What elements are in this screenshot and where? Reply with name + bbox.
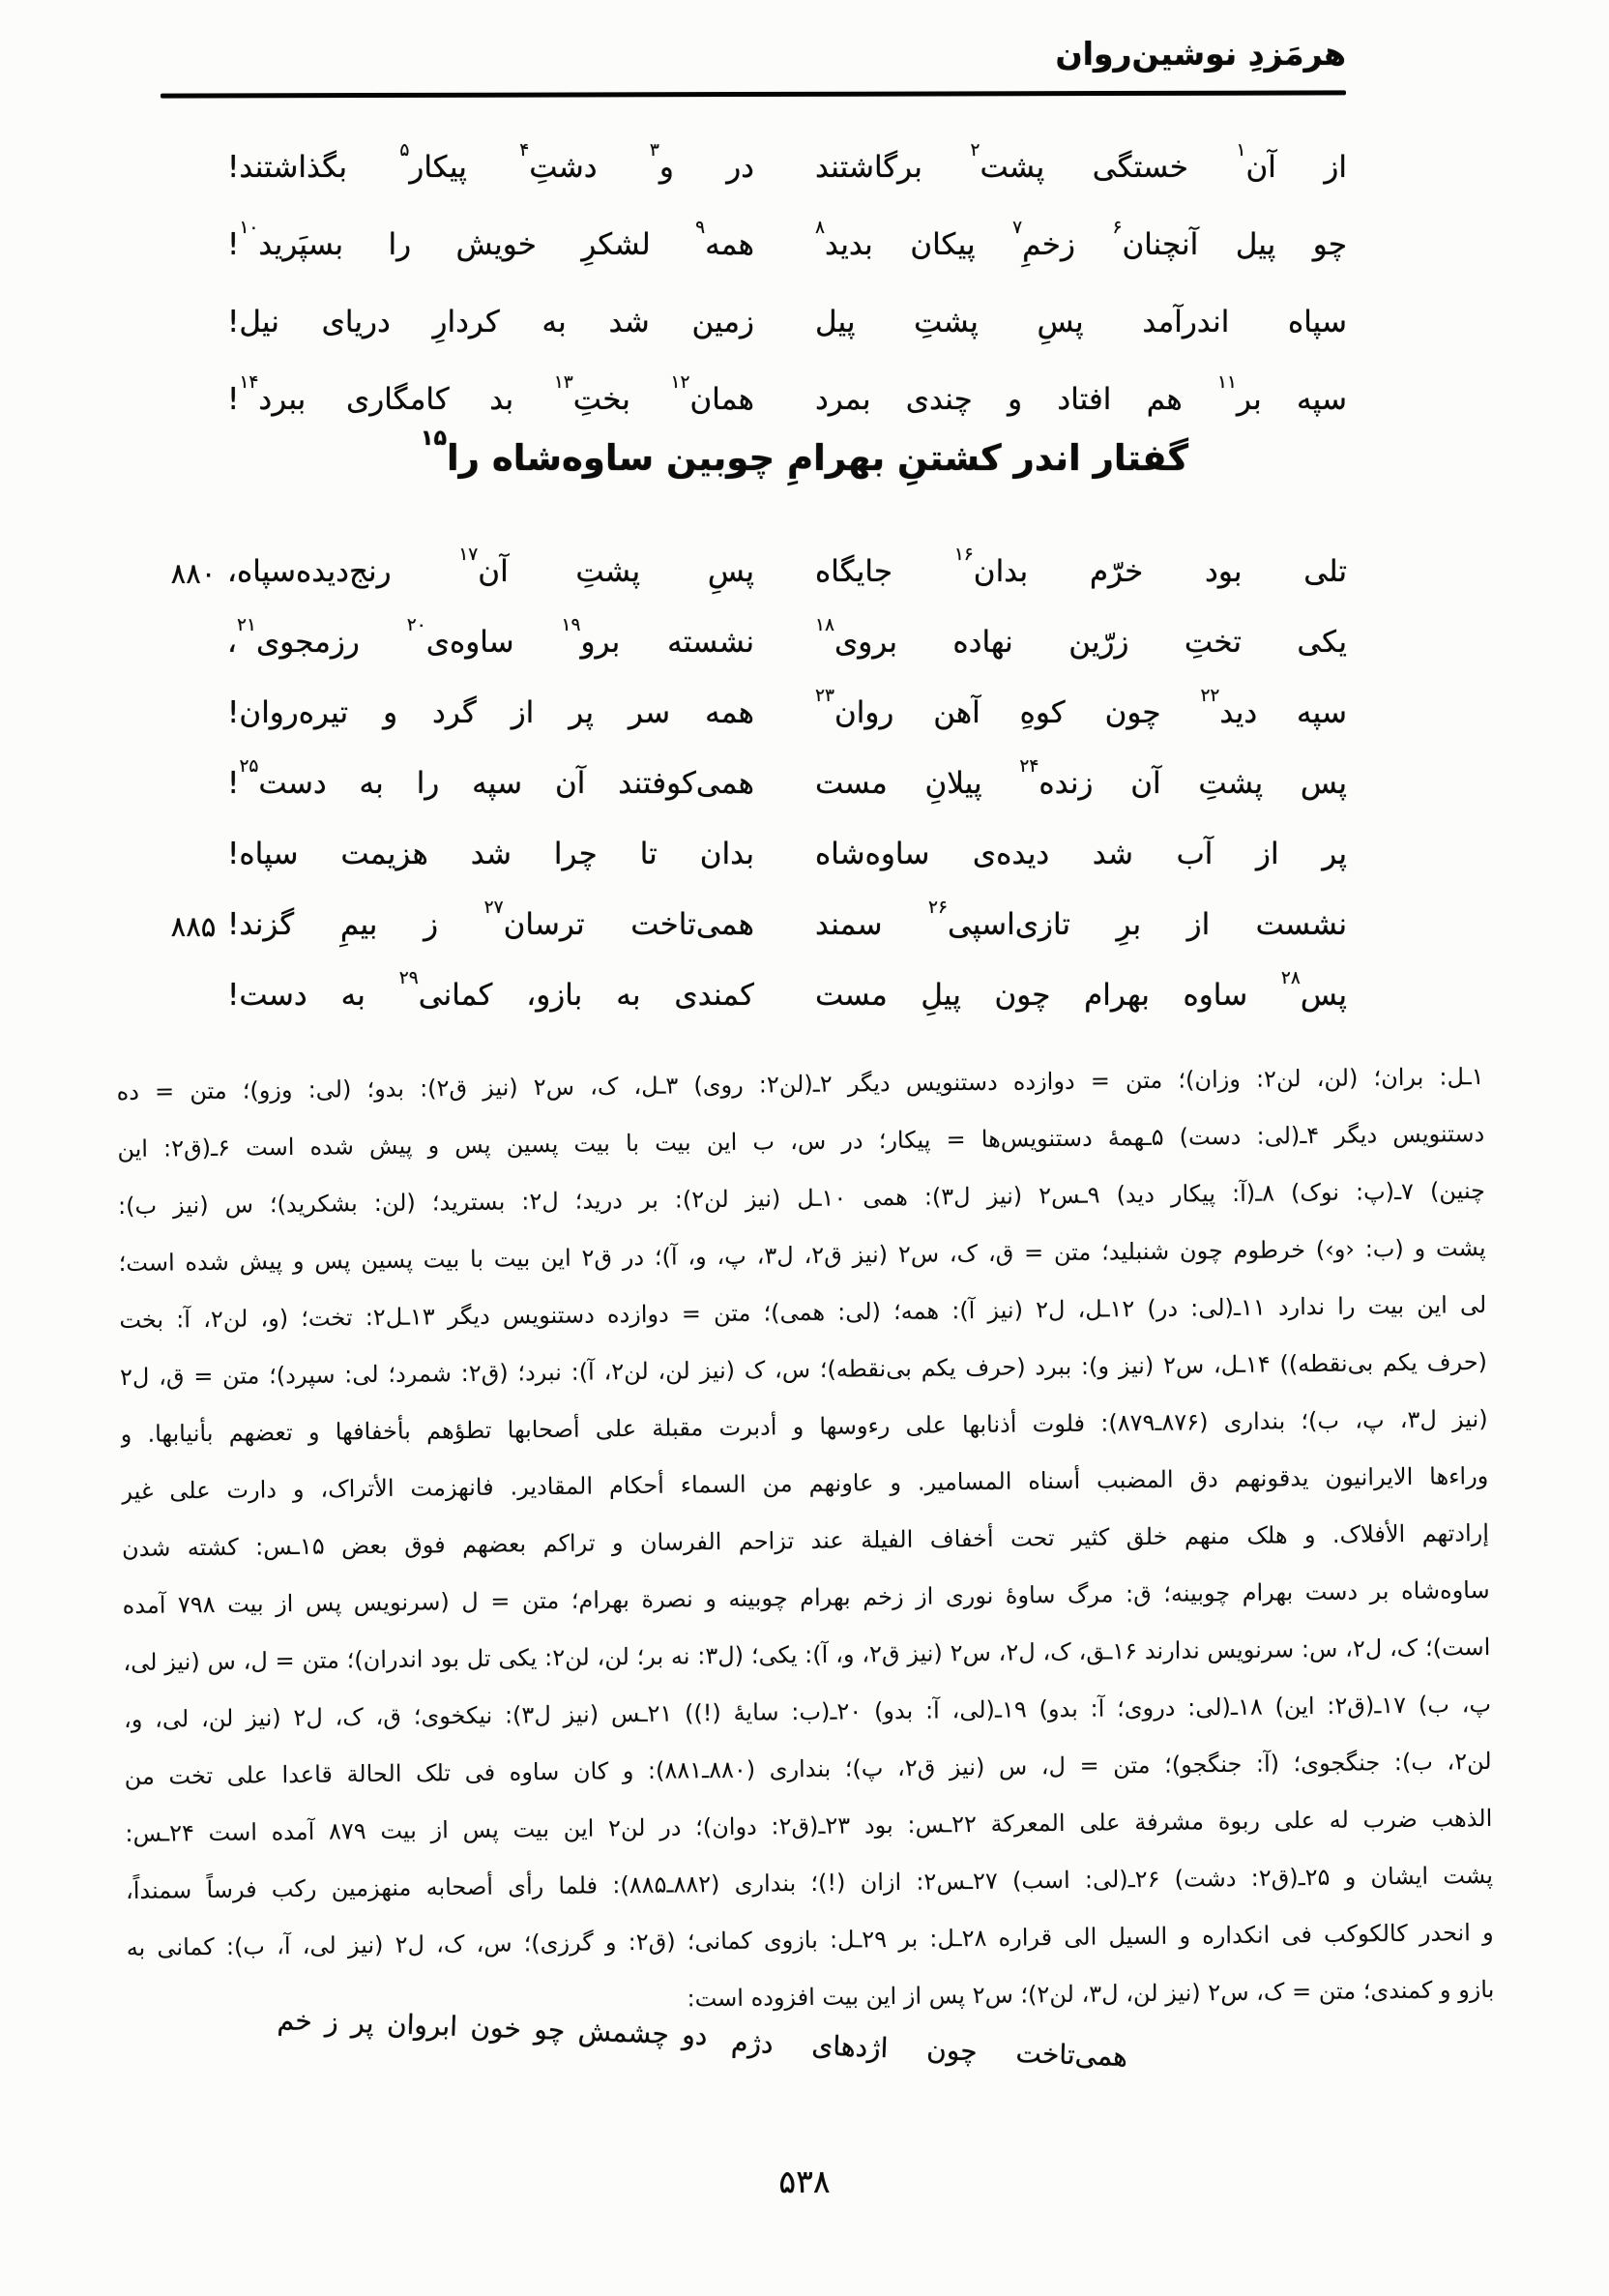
hemistich-left: پسِ پشتِ آن$^{۱۷}$ رنج‌دیده‌سپاه،: [227, 547, 754, 589]
footnote-line: (حرف یکم بی‌نقطه)) ۱۴ـل، س۲ (نیز و): ببرد (حرف یکم بی‌نقطه)؛ س، ک (نیز لن، لن۲، آ): نبرد؛ (ق۲: شمرد؛ لی: سپرد)؛ متن = ق، ل۲: [119, 1347, 1488, 1392]
footnote-line: الذهب ضرب له علی ربوة مشرفة علی المعرکة ۲۲ـس: بود ۲۳ـ(ق۲: دوان)؛ در لن۲ این بیت پس از بیت ۸۷۹ آمده است ۲۴ـس:: [125, 1804, 1493, 1848]
footnote-line: و انحدر کالکوکب فی انکداره و السیل الی قراره ۲۸ـل: بر ۲۹ـل: بازوی کمانی؛ (ق۲: و گرزی)؛ س، ک، ل۲ (نیز لی، آ، ب): کمانی به: [126, 1918, 1494, 1961]
hemistich-right: سپاه اندرآمد پسِ پشتِ پیل: [815, 305, 1347, 339]
footnote-line: لن۲، ب): جنگجوی؛ (آ: جنگجو)؛ متن = ل، س (نیز ق۲، پ)؛ بنداری (۸۸۰ـ۸۸۱): و کان ساوه فی تلک الحالة قاعدا علی تخت من: [124, 1747, 1492, 1791]
hemistich-left: بدان تا چرا شد هزیمت سپاه!: [227, 837, 754, 871]
couplet-row: [227, 759, 1347, 830]
hemistich-right: سپه دید$^{۲۲}$ چون کوهِ آهن روان$^{۲۳}$: [815, 689, 1347, 730]
footnote-line: پ، ب) ۱۷ـ(ق۲: این) ۱۸ـ(لی: دروی؛ آ: بدو) ۱۹ـ(لی، آ: بدو) ۲۰ـ(ب: سایهٔ (!)) ۲۱ـس (نیز ل۳): نیکخوی؛ ق، ک، ل۲ (نیز لن، لی، و،: [123, 1690, 1492, 1734]
couplet-row: [227, 830, 1347, 900]
section-heading: گفتار اندر کشتنِ بهرامِ چوبین ساوه‌شاه را$^{۱۵}$: [420, 426, 1189, 479]
verse-number-885: ۸۸۵: [170, 910, 217, 943]
hemistich-left: همه سر پر از گرد و تیره‌روان!: [227, 695, 754, 730]
hemistich-left: در و$^۳$ دشتِ$^۴$ پیکار$^۵$ بگذاشتند!: [227, 143, 754, 185]
footnote-line: چنین) ۷ـ(پ: نوک) ۸ـ(آ: پیکار دید) ۹ـس۲ (نیز ل۳): همی ۱۰ـل (نیز لن۲): بر درید؛ ل۲: بسترید؛ (لن: بشکرید)؛ س (نیز ب):: [117, 1177, 1486, 1221]
hemistich-left: همی‌تاخت ترسان$^{۲۷}$ ز بیمِ گزند!: [227, 900, 754, 942]
hemistich-right: پس پشتِ آن زنده$^{۲۴}$ پیلانِ مست: [815, 759, 1347, 801]
footnote-line: (نیز ل۳، پ، ب)؛ بنداری (۸۷۶ـ۸۷۹): فلوت أذنابها علی رءوسها و أدبرت مقبلة علی أصحابها تطؤهم بأخفافها و تعضهم بأنیابها. و: [120, 1404, 1488, 1449]
hemistich-right: یکی تختِ زرّین نهاده بروی$^{۱۸}$: [815, 618, 1347, 660]
hemistich-left: همی‌کوفتند آن سپه را به دست$^{۲۵}$!: [227, 759, 754, 801]
hemistich-right: سپه بر$^{۱۱}$ هم افتاد و چندی بمرد: [815, 375, 1347, 417]
footnote-line: بازو و کمندی؛ متن = ک، س۲ (نیز لن، ل۳، لن۲)؛ س۲ پس از این بیت افزوده است:: [687, 1975, 1495, 2013]
hemistich-left: نشسته برو$^{۱۹}$ ساوه‌ی$^{۲۰}$ رزمجوی$^{۲۱}$،: [227, 618, 754, 660]
hemistich-left: همان$^{۱۲}$ بختِ$^{۱۳}$ بد کامگاری ببرد$^{۱۴}$!: [227, 375, 754, 417]
hemistich-left: کمندی به بازو، کمانی$^{۲۹}$ به دست!: [227, 971, 754, 1013]
hemistich-right: تلی بود خرّم بدان$^{۱۶}$ جایگاه: [815, 547, 1347, 589]
couplet-row: [227, 143, 1347, 221]
hemistich-right: از آن$^۱$ خستگی پشت$^۲$ برگاشتند: [815, 143, 1347, 185]
hemistich-left: زمین شد به کردارِ دریای نیل!: [227, 305, 754, 339]
footnote-line: ساوه‌شاه بر دست بهرام چوبینه؛ ق: مرگ ساوهٔ نوری از زخم بهرام چوبینه و نصرة بهرام؛ متن = ل (سرنویس پس از بیت ۷۹۸ آمده: [122, 1575, 1490, 1620]
footnote-line: پشت ایشان و ۲۵ـ(ق۲: دشت) ۲۶ـ(لی: اسب) ۲۷ـس۲: ازان (!)؛ بنداری (۸۸۲ـ۸۸۵): فلما رأی أصحابه منهزمین رکب فرساً سمنداً،: [125, 1861, 1494, 1904]
footnote-line: وراءها الایرانیون یدقونهم دق المضبب أسناه المسامیر. و عاونهم من السماء أحکام المقادیر. فانهزمت الأتراک، و دارت علی غیر: [121, 1461, 1489, 1506]
footnote-line: پشت و (ب: ‹و›) خرطوم چون شنبلید؛ متن = ق، ک، س۲ (نیز ق۲، ل۳، پ، و، آ)؛ در ق۲ این بیت با بیت پسین پس و پیش شده است؛: [118, 1233, 1486, 1278]
couplet-row: [227, 971, 1347, 1042]
couplet-row: [227, 221, 1347, 298]
footnote-line: إرادتهم الأفلاک. و هلک منهم خلق کثیر تحت أخفاف الفیلة عند تزاحم الفرسان و تراکم بعضهم فوق بعض ۱۵ـس: کشته شدن: [121, 1518, 1490, 1563]
footnote-line: است)؛ ک، ل۲، س: سرنویس ندارند ۱۶ـق، ک، ل۲، س۲ (نیز ق۲، و، آ): یکی؛ (ل۳: نه بر؛ لن، لن۲: یکی تل بود اندران)؛ متن = ل، س (نیز لی،: [123, 1633, 1491, 1677]
hemistich-right: چو پیل آنچنان$^۶$ زخمِ$^۷$ پیکان بدید$^۸$: [815, 221, 1347, 262]
footnote-line: ۱ـل: بران؛ (لن، لن۲: وزان)؛ متن = دوازده دستنویس دیگر ۲ـ(لن۲: روی) ۳ـل، ک، س۲ (نیز ق۲): بدو؛ (لی: وزو)؛ متن = ده: [116, 1063, 1484, 1106]
critical-apparatus: [116, 1048, 1494, 2034]
page-number: ۵۳۸: [778, 2163, 831, 2200]
hemistich-left: همه$^۹$ لشکرِ خویش را بسپَرید$^{۱۰}$!: [227, 221, 754, 262]
running-head-title: هرمَزدِ نوشین‌روان: [1055, 35, 1346, 73]
hemistich-right: پر از آب شد دیده‌ی ساوه‌شاه: [815, 837, 1347, 871]
hemistich-right: نشست از برِ تازی‌اسپی$^{۲۶}$ سمند: [815, 900, 1347, 942]
footnote-line: لی این بیت را ندارد ۱۱ـ(لی: در) ۱۲ـل، ل۲ (نیز آ): همه؛ (لی: همی)؛ متن = دوازده دستنویس دیگر ۱۳ـل۲: تخت؛ (و، لن۲، آ: بخت: [119, 1290, 1487, 1335]
hemistich-right: همی‌تاخت چون اژدهای دژم: [730, 2026, 1128, 2074]
hemistich-right: پس$^{۲۸}$ ساوه بهرام چون پیلِ مست: [815, 971, 1347, 1013]
header-divider-rule: [161, 90, 1346, 98]
couplet-row: [170, 900, 1347, 971]
couplet-row: [227, 689, 1347, 759]
couplet-row: [170, 547, 1347, 618]
footnote-line: دستنویس دیگر ۴ـ(لی: دست) ۵ـهمهٔ دستنویس‌ها = پیکار؛ در س، ب این بیت با بیت پسین پس و پیش شده است ۶ـ(ق۲: این: [117, 1120, 1485, 1163]
verse-number-880: ۸۸۰: [170, 557, 217, 590]
hemistich-left: دو چشمش چو خون ابروان پر ز خم: [277, 2003, 709, 2052]
stanza-2: [170, 547, 1347, 1042]
couplet-row: [227, 618, 1347, 689]
stanza-1: [227, 143, 1347, 453]
couplet-row: [227, 298, 1347, 375]
